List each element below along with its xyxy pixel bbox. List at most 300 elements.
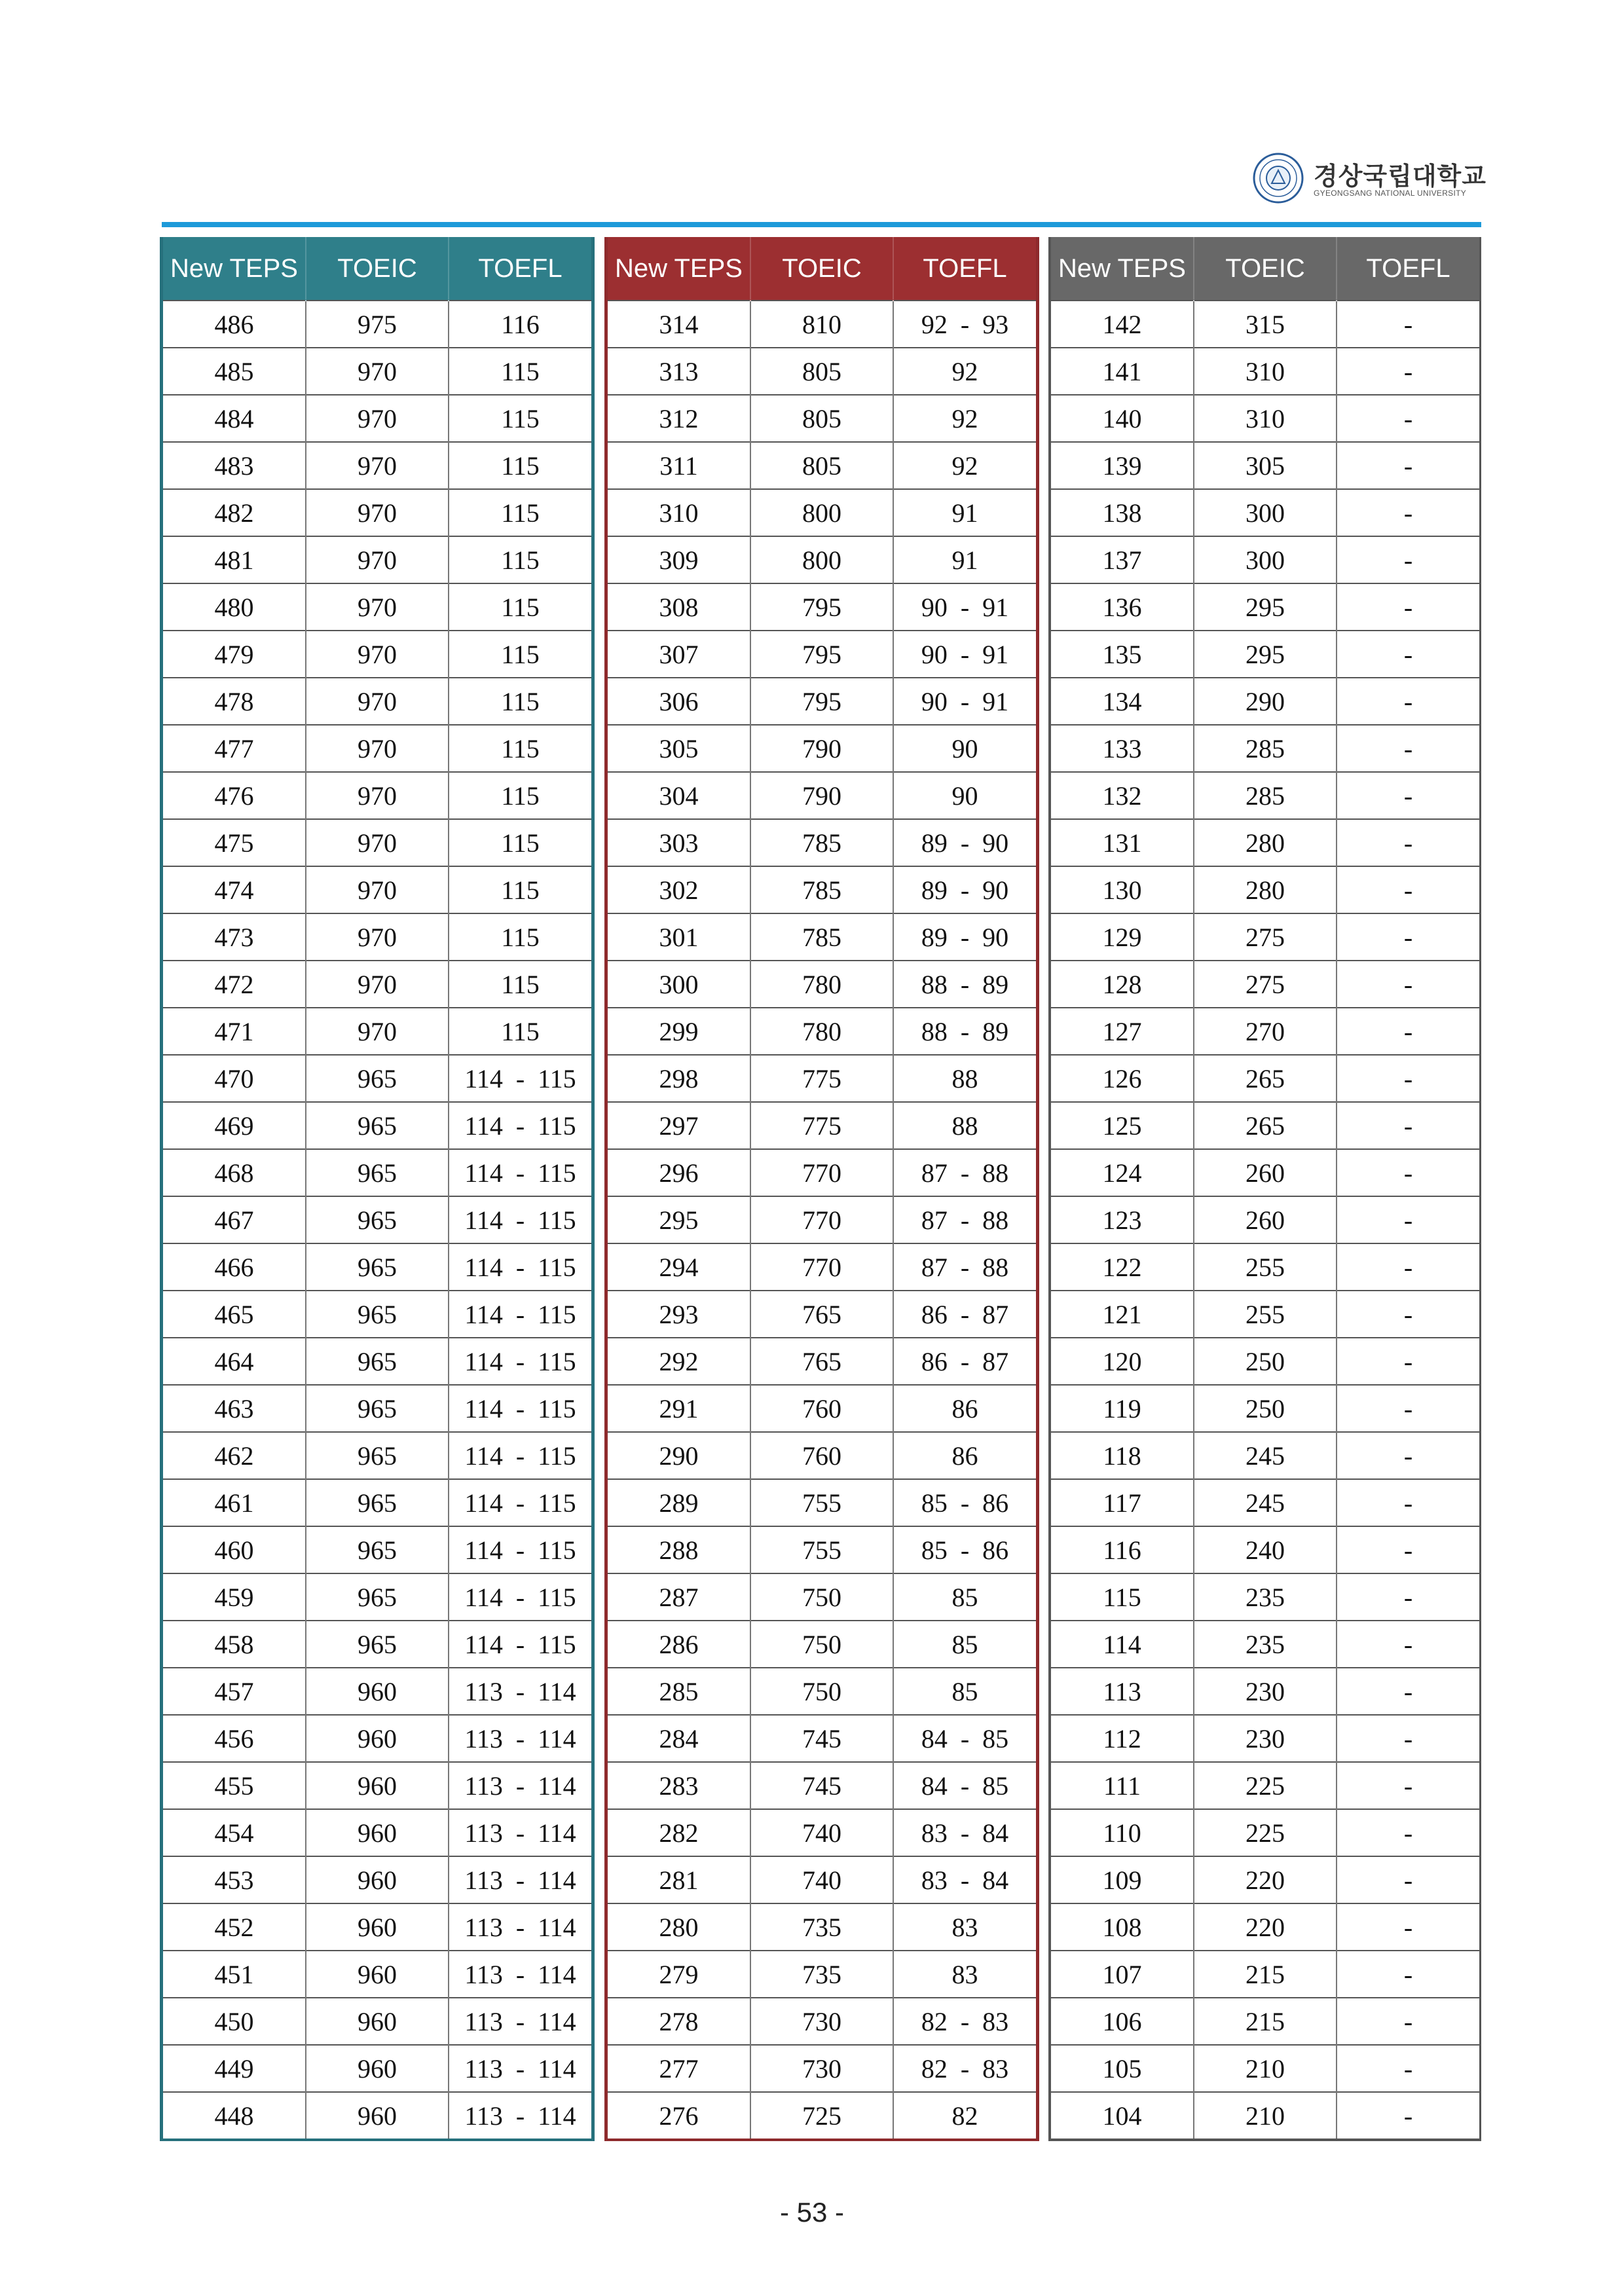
toeic-cell: 970	[306, 913, 449, 961]
toeic-cell: 960	[306, 1903, 449, 1951]
table-row	[163, 866, 591, 913]
new-teps-cell: 111	[1051, 1762, 1194, 1809]
toefl-cell: 88 - 89	[893, 961, 1036, 1008]
toefl-cell: -	[1337, 301, 1479, 348]
toeic-cell: 960	[306, 2092, 449, 2139]
toefl-cell: 113 - 114	[449, 1856, 591, 1903]
new-teps-cell: 293	[608, 1291, 750, 1338]
toefl-cell: 113 - 114	[449, 2045, 591, 2092]
toeic-cell: 210	[1194, 2092, 1337, 2139]
new-teps-cell: 294	[608, 1243, 750, 1291]
table-row	[163, 1715, 591, 1762]
toefl-cell: 83 - 84	[893, 1809, 1036, 1856]
new-teps-cell: 120	[1051, 1338, 1194, 1385]
new-teps-cell: 451	[163, 1951, 306, 1998]
toeic-cell: 765	[750, 1338, 893, 1385]
new-teps-cell: 484	[163, 395, 306, 442]
table-row	[1051, 631, 1479, 678]
toeic-cell: 735	[750, 1903, 893, 1951]
table-row	[608, 1479, 1036, 1526]
table-row	[1051, 1055, 1479, 1102]
new-teps-cell: 285	[608, 1668, 750, 1715]
toeic-cell: 280	[1194, 819, 1337, 866]
toeic-cell: 805	[750, 442, 893, 489]
toeic-cell: 245	[1194, 1432, 1337, 1479]
new-teps-cell: 136	[1051, 583, 1194, 631]
toeic-cell: 740	[750, 1856, 893, 1903]
toefl-cell: 114 - 115	[449, 1055, 591, 1102]
table-row	[163, 536, 591, 583]
toefl-cell: 86 - 87	[893, 1338, 1036, 1385]
table-header-row	[608, 237, 1036, 301]
toeic-cell: 750	[750, 1668, 893, 1715]
toefl-cell: -	[1337, 1998, 1479, 2045]
table-header-row	[163, 237, 591, 301]
table-row	[163, 1809, 591, 1856]
toeic-cell: 960	[306, 2045, 449, 2092]
toeic-cell: 780	[750, 1008, 893, 1055]
table-row	[163, 631, 591, 678]
table-row	[608, 348, 1036, 395]
toefl-cell: 91	[893, 536, 1036, 583]
new-teps-cell: 472	[163, 961, 306, 1008]
score-table-1	[160, 237, 595, 2141]
table-row	[608, 583, 1036, 631]
new-teps-cell: 463	[163, 1385, 306, 1432]
toeic-cell: 215	[1194, 1951, 1337, 1998]
toeic-cell: 245	[1194, 1479, 1337, 1526]
toefl-cell: -	[1337, 866, 1479, 913]
table-row	[608, 1291, 1036, 1338]
table-row	[1051, 1715, 1479, 1762]
new-teps-cell: 456	[163, 1715, 306, 1762]
header-new-teps: New TEPS	[608, 237, 750, 301]
toeic-cell: 225	[1194, 1762, 1337, 1809]
toefl-cell: 113 - 114	[449, 1668, 591, 1715]
toefl-cell: 83	[893, 1903, 1036, 1951]
new-teps-cell: 309	[608, 536, 750, 583]
toeic-cell: 280	[1194, 866, 1337, 913]
new-teps-cell: 469	[163, 1102, 306, 1149]
table-row	[1051, 395, 1479, 442]
table-row	[1051, 1008, 1479, 1055]
table-row	[1051, 442, 1479, 489]
toeic-cell: 965	[306, 1432, 449, 1479]
toeic-cell: 960	[306, 1951, 449, 1998]
toefl-cell: 87 - 88	[893, 1149, 1036, 1196]
toefl-cell: -	[1337, 1903, 1479, 1951]
table-row	[1051, 772, 1479, 819]
toefl-cell: 85	[893, 1668, 1036, 1715]
table-row	[1051, 1102, 1479, 1149]
toeic-cell: 745	[750, 1715, 893, 1762]
new-teps-cell: 301	[608, 913, 750, 961]
table-row	[608, 631, 1036, 678]
new-teps-cell: 115	[1051, 1573, 1194, 1621]
toeic-cell: 965	[306, 1479, 449, 1526]
new-teps-cell: 454	[163, 1809, 306, 1856]
new-teps-cell: 128	[1051, 961, 1194, 1008]
toeic-cell: 260	[1194, 1149, 1337, 1196]
toeic-cell: 220	[1194, 1856, 1337, 1903]
page-number: - 53 -	[779, 2197, 845, 2228]
toeic-cell: 965	[306, 1526, 449, 1573]
toeic-cell: 725	[750, 2092, 893, 2139]
toefl-cell: 114 - 115	[449, 1432, 591, 1479]
toeic-cell: 795	[750, 583, 893, 631]
toefl-cell: 115	[449, 819, 591, 866]
toefl-cell: -	[1337, 772, 1479, 819]
toefl-cell: 115	[449, 678, 591, 725]
new-teps-cell: 483	[163, 442, 306, 489]
university-name-english: GYEONGSANG NATIONAL UNIVERSITY	[1314, 189, 1467, 198]
toeic-cell: 300	[1194, 536, 1337, 583]
toefl-cell: -	[1337, 1432, 1479, 1479]
new-teps-cell: 296	[608, 1149, 750, 1196]
toefl-cell: -	[1337, 1479, 1479, 1526]
new-teps-cell: 118	[1051, 1432, 1194, 1479]
new-teps-cell: 123	[1051, 1196, 1194, 1243]
new-teps-cell: 295	[608, 1196, 750, 1243]
table-row	[608, 1526, 1036, 1573]
toeic-cell: 240	[1194, 1526, 1337, 1573]
table-row	[1051, 1149, 1479, 1196]
new-teps-cell: 121	[1051, 1291, 1194, 1338]
new-teps-cell: 292	[608, 1338, 750, 1385]
table-row	[163, 1526, 591, 1573]
new-teps-cell: 485	[163, 348, 306, 395]
toeic-cell: 250	[1194, 1385, 1337, 1432]
table-row	[1051, 1338, 1479, 1385]
university-logo	[1252, 152, 1486, 204]
table-row	[163, 395, 591, 442]
table-row	[608, 1903, 1036, 1951]
new-teps-cell: 298	[608, 1055, 750, 1102]
table-row	[608, 2092, 1036, 2139]
table-row	[163, 2045, 591, 2092]
toefl-cell: 89 - 90	[893, 866, 1036, 913]
table-row	[608, 725, 1036, 772]
toefl-cell: -	[1337, 913, 1479, 961]
table-header-row	[1051, 237, 1479, 301]
toeic-cell: 960	[306, 1668, 449, 1715]
toefl-cell: 114 - 115	[449, 1479, 591, 1526]
toefl-cell: 114 - 115	[449, 1196, 591, 1243]
new-teps-cell: 460	[163, 1526, 306, 1573]
table-row	[163, 1243, 591, 1291]
toeic-cell: 235	[1194, 1621, 1337, 1668]
table-row	[608, 866, 1036, 913]
new-teps-cell: 311	[608, 442, 750, 489]
toeic-cell: 750	[750, 1573, 893, 1621]
new-teps-cell: 305	[608, 725, 750, 772]
toeic-cell: 755	[750, 1526, 893, 1573]
toefl-cell: 114 - 115	[449, 1526, 591, 1573]
toefl-cell: 86 - 87	[893, 1291, 1036, 1338]
table-row	[1051, 1809, 1479, 1856]
new-teps-cell: 310	[608, 489, 750, 536]
toefl-cell: 85 - 86	[893, 1479, 1036, 1526]
new-teps-cell: 283	[608, 1762, 750, 1809]
new-teps-cell: 478	[163, 678, 306, 725]
new-teps-cell: 142	[1051, 301, 1194, 348]
toefl-cell: -	[1337, 1856, 1479, 1903]
toeic-cell: 810	[750, 301, 893, 348]
new-teps-cell: 475	[163, 819, 306, 866]
new-teps-cell: 119	[1051, 1385, 1194, 1432]
toeic-cell: 230	[1194, 1668, 1337, 1715]
toeic-cell: 790	[750, 725, 893, 772]
toefl-cell: 85	[893, 1621, 1036, 1668]
new-teps-cell: 290	[608, 1432, 750, 1479]
toeic-cell: 300	[1194, 489, 1337, 536]
toefl-cell: -	[1337, 961, 1479, 1008]
toefl-cell: 113 - 114	[449, 2092, 591, 2139]
table-row	[163, 1762, 591, 1809]
table-row	[608, 772, 1036, 819]
table-row	[1051, 1998, 1479, 2045]
toeic-cell: 975	[306, 301, 449, 348]
table-row	[608, 1008, 1036, 1055]
new-teps-cell: 307	[608, 631, 750, 678]
toeic-cell: 960	[306, 1762, 449, 1809]
toefl-cell: 115	[449, 725, 591, 772]
table-row	[1051, 1573, 1479, 1621]
new-teps-cell: 450	[163, 1998, 306, 2045]
toeic-cell: 965	[306, 1243, 449, 1291]
new-teps-cell: 466	[163, 1243, 306, 1291]
table-row	[163, 489, 591, 536]
toeic-cell: 970	[306, 348, 449, 395]
toeic-cell: 775	[750, 1055, 893, 1102]
toeic-cell: 795	[750, 678, 893, 725]
toefl-cell: -	[1337, 819, 1479, 866]
toefl-cell: 115	[449, 866, 591, 913]
new-teps-cell: 122	[1051, 1243, 1194, 1291]
table-row	[608, 913, 1036, 961]
table-row	[1051, 583, 1479, 631]
score-table-3	[1048, 237, 1481, 2141]
table-row	[163, 301, 591, 348]
table-row	[1051, 961, 1479, 1008]
table-row	[1051, 1291, 1479, 1338]
toeic-cell: 265	[1194, 1055, 1337, 1102]
new-teps-cell: 126	[1051, 1055, 1194, 1102]
table-row	[1051, 489, 1479, 536]
toeic-cell: 285	[1194, 725, 1337, 772]
toeic-cell: 305	[1194, 442, 1337, 489]
new-teps-cell: 306	[608, 678, 750, 725]
toefl-cell: 87 - 88	[893, 1196, 1036, 1243]
table-row	[163, 1149, 591, 1196]
new-teps-cell: 480	[163, 583, 306, 631]
toefl-cell: 83 - 84	[893, 1856, 1036, 1903]
toefl-cell: 88 - 89	[893, 1008, 1036, 1055]
toefl-cell: 92	[893, 395, 1036, 442]
toefl-cell: 114 - 115	[449, 1149, 591, 1196]
new-teps-cell: 464	[163, 1338, 306, 1385]
table-row	[163, 1008, 591, 1055]
toefl-cell: -	[1337, 489, 1479, 536]
header-toeic: TOEIC	[750, 237, 893, 301]
toeic-cell: 960	[306, 1715, 449, 1762]
new-teps-cell: 453	[163, 1856, 306, 1903]
table-row	[1051, 678, 1479, 725]
toeic-cell: 965	[306, 1102, 449, 1149]
table-row	[1051, 1762, 1479, 1809]
toefl-cell: 115	[449, 913, 591, 961]
table-row	[163, 913, 591, 961]
toeic-cell: 770	[750, 1149, 893, 1196]
toefl-cell: 90 - 91	[893, 583, 1036, 631]
toeic-cell: 970	[306, 678, 449, 725]
toefl-cell: 115	[449, 961, 591, 1008]
header-toefl: TOEFL	[449, 237, 591, 301]
new-teps-cell: 449	[163, 2045, 306, 2092]
toefl-cell: -	[1337, 1621, 1479, 1668]
toeic-cell: 250	[1194, 1338, 1337, 1385]
toefl-cell: 87 - 88	[893, 1243, 1036, 1291]
toeic-cell: 785	[750, 913, 893, 961]
toeic-cell: 970	[306, 442, 449, 489]
new-teps-cell: 482	[163, 489, 306, 536]
toefl-cell: 115	[449, 536, 591, 583]
new-teps-cell: 465	[163, 1291, 306, 1338]
table-row	[608, 301, 1036, 348]
toefl-cell: 86	[893, 1385, 1036, 1432]
table-row	[608, 1338, 1036, 1385]
new-teps-cell: 467	[163, 1196, 306, 1243]
toefl-cell: 92	[893, 348, 1036, 395]
toefl-cell: -	[1337, 1102, 1479, 1149]
toeic-cell: 275	[1194, 913, 1337, 961]
new-teps-cell: 302	[608, 866, 750, 913]
table-row	[163, 1338, 591, 1385]
toeic-cell: 775	[750, 1102, 893, 1149]
table-row	[1051, 348, 1479, 395]
toeic-cell: 760	[750, 1432, 893, 1479]
toeic-cell: 220	[1194, 1903, 1337, 1951]
table-row	[608, 1668, 1036, 1715]
table-row	[1051, 1951, 1479, 1998]
toeic-cell: 790	[750, 772, 893, 819]
table-row	[1051, 1196, 1479, 1243]
toeic-cell: 970	[306, 819, 449, 866]
toefl-cell: 90 - 91	[893, 631, 1036, 678]
toeic-cell: 765	[750, 1291, 893, 1338]
toefl-cell: 82	[893, 2092, 1036, 2139]
table-row	[1051, 1903, 1479, 1951]
new-teps-cell: 276	[608, 2092, 750, 2139]
toefl-cell: -	[1337, 1196, 1479, 1243]
toeic-cell: 805	[750, 395, 893, 442]
toeic-cell: 970	[306, 1008, 449, 1055]
table-row	[1051, 819, 1479, 866]
toeic-cell: 965	[306, 1385, 449, 1432]
table-row	[608, 1951, 1036, 1998]
toeic-cell: 735	[750, 1951, 893, 1998]
toeic-cell: 800	[750, 536, 893, 583]
header-toefl: TOEFL	[1337, 237, 1479, 301]
table-row	[608, 536, 1036, 583]
toeic-cell: 750	[750, 1621, 893, 1668]
new-teps-cell: 297	[608, 1102, 750, 1149]
toeic-cell: 730	[750, 1998, 893, 2045]
toefl-cell: 113 - 114	[449, 1762, 591, 1809]
new-teps-cell: 313	[608, 348, 750, 395]
header-toeic: TOEIC	[306, 237, 449, 301]
new-teps-cell: 308	[608, 583, 750, 631]
toefl-cell: 89 - 90	[893, 819, 1036, 866]
new-teps-cell: 291	[608, 1385, 750, 1432]
table-row	[608, 1762, 1036, 1809]
new-teps-cell: 288	[608, 1526, 750, 1573]
new-teps-cell: 455	[163, 1762, 306, 1809]
new-teps-cell: 457	[163, 1668, 306, 1715]
table-row	[1051, 2092, 1479, 2139]
new-teps-cell: 124	[1051, 1149, 1194, 1196]
toeic-cell: 970	[306, 536, 449, 583]
table-row	[1051, 1668, 1479, 1715]
table-row	[608, 442, 1036, 489]
toeic-cell: 965	[306, 1338, 449, 1385]
toeic-cell: 965	[306, 1149, 449, 1196]
table-row	[1051, 536, 1479, 583]
new-teps-cell: 108	[1051, 1903, 1194, 1951]
new-teps-cell: 132	[1051, 772, 1194, 819]
toefl-cell: -	[1337, 1149, 1479, 1196]
table-row	[1051, 1856, 1479, 1903]
table-row	[608, 395, 1036, 442]
toeic-cell: 970	[306, 772, 449, 819]
toeic-cell: 965	[306, 1196, 449, 1243]
table-row	[1051, 1479, 1479, 1526]
table-row	[163, 1291, 591, 1338]
toefl-cell: 92	[893, 442, 1036, 489]
toeic-cell: 755	[750, 1479, 893, 1526]
toefl-cell: 84 - 85	[893, 1715, 1036, 1762]
header-rule	[162, 222, 1481, 227]
table-row	[608, 1856, 1036, 1903]
toeic-cell: 745	[750, 1762, 893, 1809]
toefl-cell: 91	[893, 489, 1036, 536]
toefl-cell: -	[1337, 1055, 1479, 1102]
toeic-cell: 965	[306, 1621, 449, 1668]
toefl-cell: 82 - 83	[893, 2045, 1036, 2092]
new-teps-cell: 131	[1051, 819, 1194, 866]
toeic-cell: 785	[750, 866, 893, 913]
toefl-cell: 113 - 114	[449, 1903, 591, 1951]
new-teps-cell: 140	[1051, 395, 1194, 442]
toefl-cell: 114 - 115	[449, 1338, 591, 1385]
new-teps-cell: 104	[1051, 2092, 1194, 2139]
toefl-cell: 115	[449, 442, 591, 489]
table-row	[608, 1243, 1036, 1291]
toeic-cell: 970	[306, 631, 449, 678]
toefl-cell: -	[1337, 2045, 1479, 2092]
new-teps-cell: 106	[1051, 1998, 1194, 2045]
toefl-cell: 82 - 83	[893, 1998, 1036, 2045]
table-row	[608, 1809, 1036, 1856]
new-teps-cell: 114	[1051, 1621, 1194, 1668]
table-row	[163, 961, 591, 1008]
toeic-cell: 310	[1194, 348, 1337, 395]
toefl-cell: -	[1337, 1243, 1479, 1291]
table-row	[163, 1856, 591, 1903]
table-row	[163, 1668, 591, 1715]
table-row	[163, 1621, 591, 1668]
toefl-cell: 83	[893, 1951, 1036, 1998]
